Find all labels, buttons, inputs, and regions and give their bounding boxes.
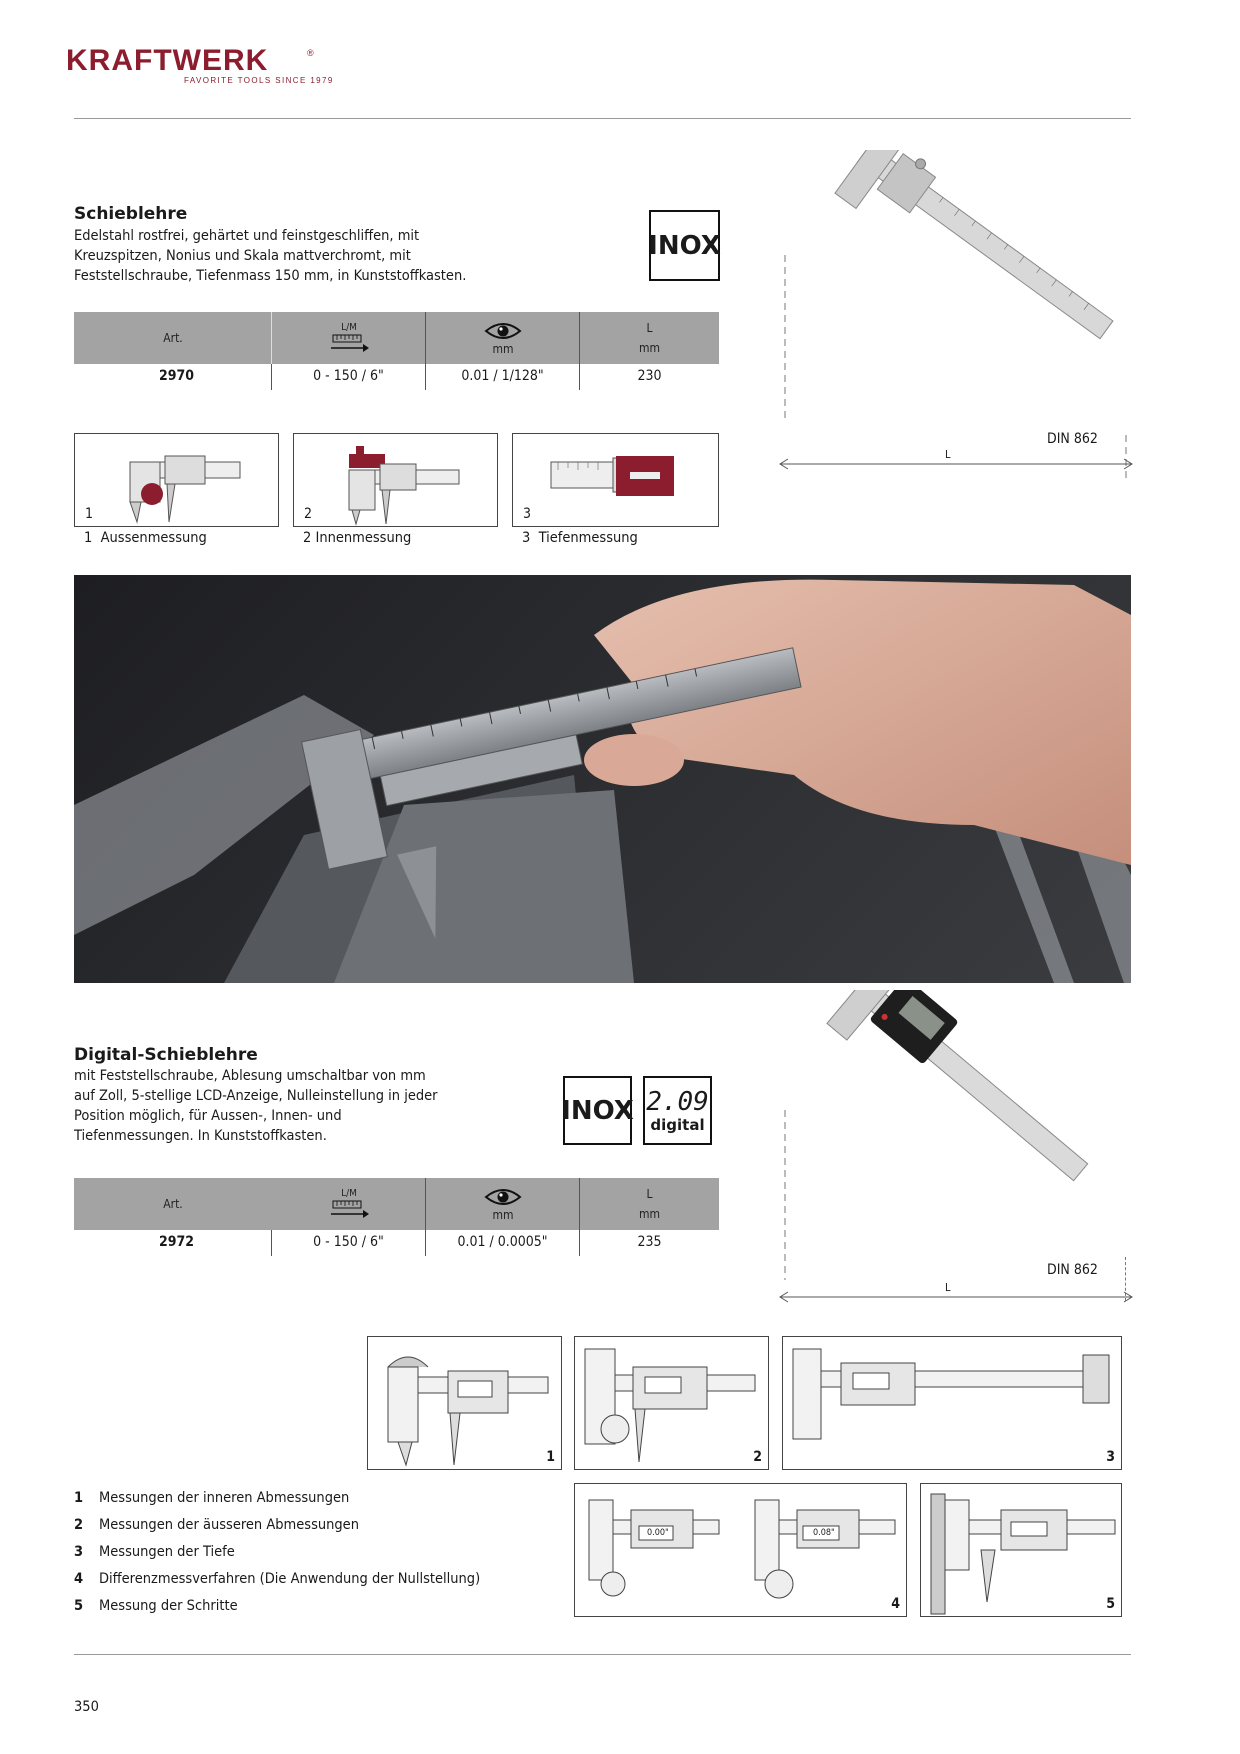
- table-cell-range: 0 - 150 / 6": [313, 368, 384, 384]
- table-cell-length: 235: [637, 1234, 662, 1250]
- figure-outside-measurement: [74, 433, 279, 527]
- figure-number: 5: [1106, 1596, 1115, 1612]
- caliper-depth-illustration: [513, 434, 718, 526]
- art-header: Art.: [163, 1197, 183, 1211]
- brand-tagline: FAVORITE TOOLS SINCE 1979: [184, 76, 334, 85]
- measurement-legend: [74, 1485, 480, 1620]
- figure-number: 1: [546, 1449, 555, 1465]
- section2-table-header: [74, 1178, 719, 1230]
- ruler-arrow-icon: [329, 1199, 369, 1221]
- resolution-header: mm: [426, 1178, 580, 1230]
- legend-item: 5 Messung der Schritte: [74, 1598, 238, 1614]
- art-header: Art.: [163, 331, 183, 345]
- caliper-outside-illustration: [75, 434, 278, 526]
- lcd-readout: 0.08": [813, 1528, 835, 1538]
- figure-differential-measurement: [574, 1483, 907, 1617]
- eye-icon: [484, 320, 522, 342]
- dimension-label: L: [945, 448, 951, 461]
- photo-illustration: [74, 575, 1131, 983]
- din-norm-label: DIN 862: [1047, 1262, 1098, 1278]
- range-header: L/M: [272, 1178, 426, 1230]
- legend-item: 1 Messungen der inneren Abmessungen: [74, 1490, 350, 1506]
- figure-number: 3: [1106, 1449, 1115, 1465]
- din-norm-label: DIN 862: [1047, 431, 1098, 447]
- inox-badge: INOX: [563, 1076, 632, 1145]
- digital-caliper-sketch: [921, 1484, 1121, 1616]
- length-header: L mm: [638, 1187, 661, 1221]
- table-cell-art: 2970: [158, 368, 194, 384]
- figure-number: 4: [891, 1596, 900, 1612]
- inox-badge: INOX: [649, 210, 720, 281]
- ruler-arrow-icon: [329, 333, 369, 355]
- section1-table-header: [74, 312, 719, 364]
- table-cell-art: 2972: [158, 1234, 194, 1250]
- dimension-label: L: [945, 1281, 951, 1294]
- section2-description: mit Feststellschraube, Ablesung umschaltbar von mm auf Zoll, 5-stellige LCD-Anzeige, Nulleinstellung in jeder Position möglich, für Aussen-, Innen- und Tiefenmessungen. In Kunststoffkasten.: [74, 1068, 438, 1144]
- digital-caliper-sketch: [783, 1337, 1121, 1469]
- figure-caption: 3 Tiefenmessung: [522, 530, 638, 546]
- digital-display-value: 2.09: [646, 1086, 709, 1117]
- figure-depth-dimensions: [782, 1336, 1122, 1470]
- dimension-arrow: [778, 1291, 1134, 1303]
- caliper-inside-illustration: [294, 434, 497, 526]
- section1-description: Edelstahl rostfrei, gehärtet und feinstgeschliffen, mit Kreuzspitzen, Nonius und Skala mattverchromt, mit Feststellschraube, Tiefenmass 150 mm, in Kunststoffkasten.: [74, 228, 467, 284]
- legend-item: 2 Messungen der äusseren Abmessungen: [74, 1517, 359, 1533]
- footer-rule: [74, 1654, 1131, 1655]
- digital-label: digital: [650, 1115, 705, 1134]
- resolution-header: mm: [426, 312, 580, 364]
- length-header: L mm: [638, 321, 661, 355]
- figure-step-measurement: [920, 1483, 1122, 1617]
- eye-icon: [484, 1186, 522, 1208]
- figure-number: 2: [304, 506, 313, 522]
- table-cell-length: 230: [637, 368, 662, 384]
- header-rule: [74, 118, 1131, 119]
- legend-item: 4 Differenzmessverfahren (Die Anwendung der Nullstellung): [74, 1571, 481, 1587]
- range-header: L/M: [272, 312, 426, 364]
- figure-caption: 2 Innenmessung: [303, 530, 412, 546]
- table-cell-range: 0 - 150 / 6": [313, 1234, 384, 1250]
- section1-title: Schieblehre: [74, 204, 188, 224]
- digital-badge: [643, 1076, 712, 1145]
- digital-caliper-product-image: [780, 990, 1130, 1300]
- figure-number: 2: [753, 1449, 762, 1465]
- dimension-arrow: [778, 458, 1134, 470]
- figure-outside-dimensions: [574, 1336, 769, 1470]
- lcd-readout: 0.00": [647, 1528, 669, 1538]
- figure-caption: 1 Aussenmessung: [84, 530, 207, 546]
- table-cell-resolution: 0.01 / 1/128": [461, 368, 544, 384]
- digital-caliper-sketch: [575, 1337, 768, 1469]
- figure-number: 3: [523, 506, 532, 522]
- figure-inside-dimensions: [367, 1336, 562, 1470]
- legend-item: 3 Messungen der Tiefe: [74, 1544, 235, 1560]
- table-cell-resolution: 0.01 / 0.0005": [457, 1234, 548, 1250]
- figure-number: 1: [85, 506, 94, 522]
- figure-inside-measurement: [293, 433, 498, 527]
- digital-caliper-sketch: [575, 1484, 906, 1616]
- caliper-in-use-photo: [74, 575, 1131, 983]
- page-number: 350: [74, 1699, 99, 1715]
- figure-depth-measurement: [512, 433, 719, 527]
- brand-registered: ®: [307, 48, 314, 58]
- brand-logo: KRAFTWERK: [66, 44, 269, 77]
- digital-caliper-sketch: [368, 1337, 561, 1469]
- section2-title: Digital-Schieblehre: [74, 1045, 258, 1065]
